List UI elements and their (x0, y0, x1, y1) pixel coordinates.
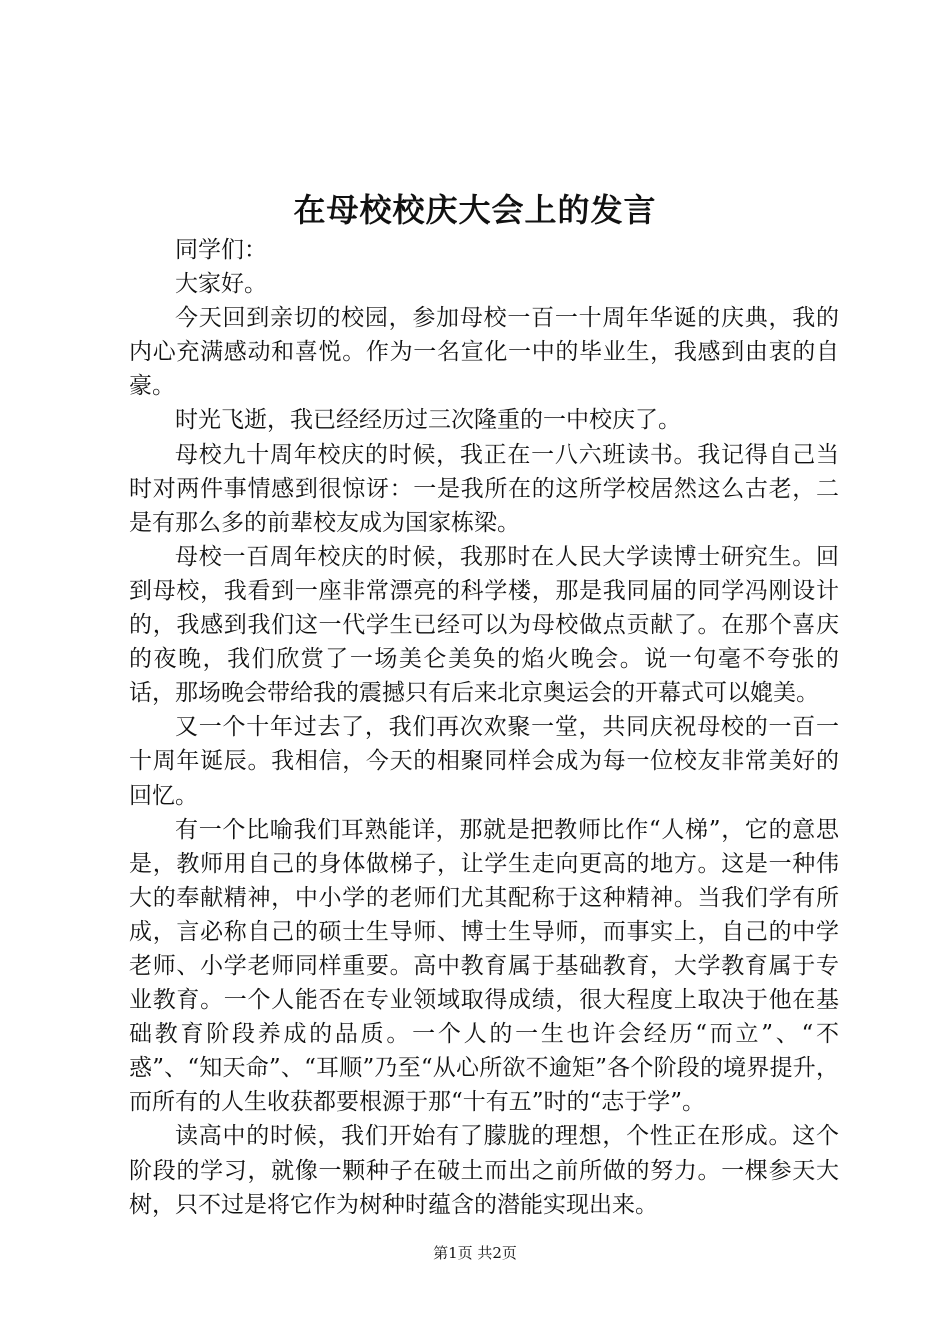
paragraph: 时光飞逝，我已经经历过三次隆重的一中校庆了。 (175, 407, 681, 434)
document-body (129, 233, 839, 1222)
paragraph-salutation: 同学们： (175, 237, 267, 263)
paragraph: 母校九十周年校庆的时候，我正在一八六班读书。我记得自己当时对两件事情感到很惊讶：一是我所在的这所学校居然这么古老，二是有那么多的前辈校友成为国家栋梁。 (129, 441, 839, 536)
paragraph: 读高中的时候，我们开始有了朦胧的理想，个性正在形成。这个阶段的学习，就像一颗种子在破土而出之前所做的努力。一棵参天大树，只不过是将它作为树种时蕴含的潜能实现出来。 (129, 1123, 839, 1218)
paragraph: 有一个比喻我们耳熟能详，那就是把教师比作“人梯”，它的意思是，教师用自己的身体做梯子，让学生走向更高的地方。这是一种伟大的奉献精神，中小学的老师们尤其配称于这种精神。当我们学有所成，言必称自己的硕士生导师、博士生导师，而事实上，自己的中学老师、小学老师同样重要。高中教育属于基础教育，大学教育属于专业教育。一个人能否在专业领域取得成绩，很大程度上取决于他在基础教育阶段养成的品质。一个人的一生也许会经历“而立”、“不惑”、“知天命”、“耳顺”乃至“从心所欲不逾矩”各个阶段的境界提升，而所有的人生收获都要根源于那“十有五”时的“志于学”。 (129, 816, 839, 1116)
document-title: 在母校校庆大会上的发言 (293, 191, 657, 229)
paragraph: 今天回到亲切的校园，参加母校一百一十周年华诞的庆典，我的内心充满感动和喜悦。作为一名宣化一中的毕业生，我感到由衷的自豪。 (129, 305, 839, 400)
paragraph: 又一个十年过去了，我们再次欢聚一堂，共同庆祝母校的一百一十周年诞辰。我相信，今天的相聚同样会成为每一位校友非常美好的回忆。 (129, 714, 839, 809)
paragraph: 母校一百周年校庆的时候，我那时在人民大学读博士研究生。回到母校，我看到一座非常漂亮的科学楼，那是我同届的同学冯刚设计的，我感到我们这一代学生已经可以为母校做点贡献了。在那个喜庆的夜晚，我们欣赏了一场美仑美奂的焰火晚会。说一句毫不夸张的话，那场晚会带给我的震撼只有后来北京奥运会的开幕式可以媲美。 (129, 543, 839, 707)
paragraph-greeting: 大家好。 (175, 271, 267, 298)
page-footer: 第1页 共2页 (433, 1244, 517, 1262)
